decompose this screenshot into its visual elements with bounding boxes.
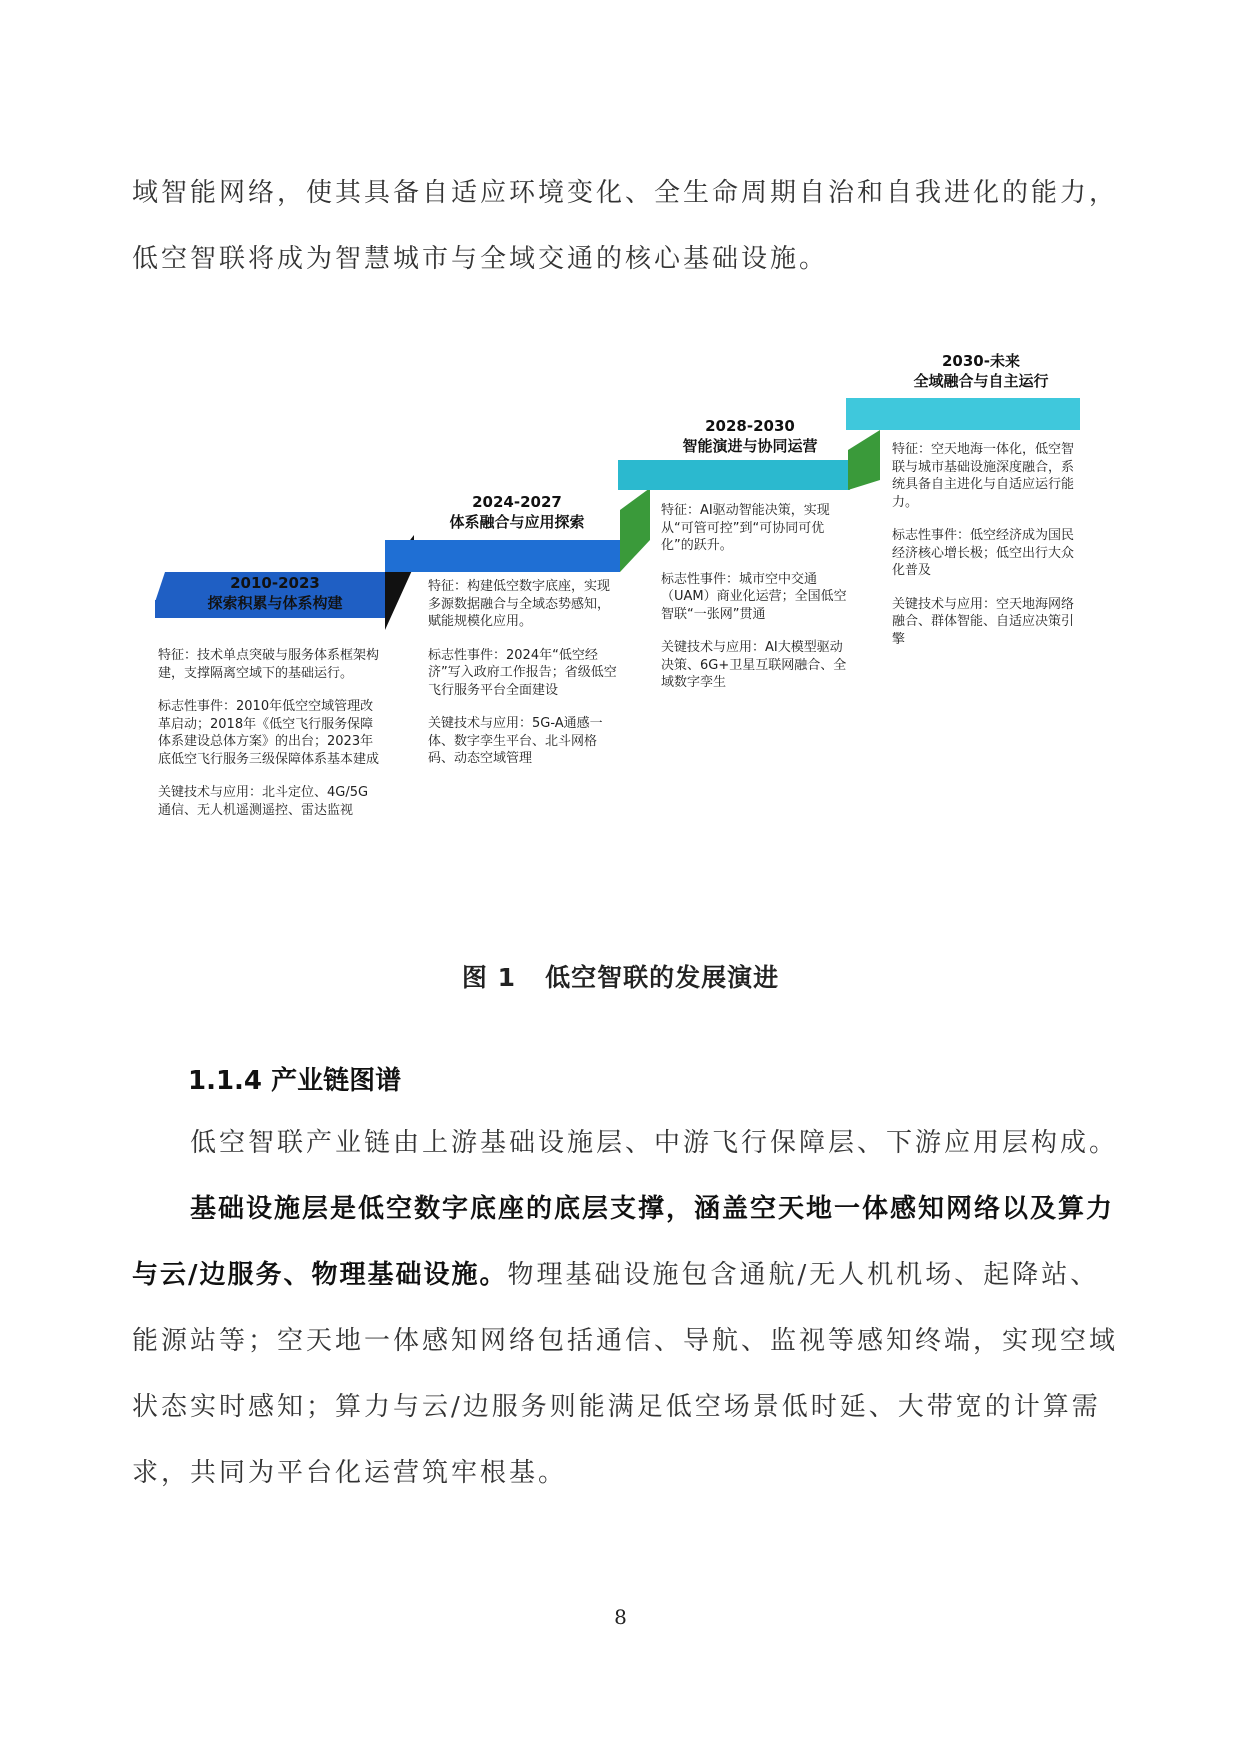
stage-3-name: 智能演进与协同运营 xyxy=(682,437,818,455)
stage-4-tech: 关键技术与应用：空天地海网络融合、群体智能、自适应决策引擎 xyxy=(892,596,1075,647)
infrastructure-bold-text: 基础设施层是低空数字底座的底层支撑，涵盖空天地一体感知网络以及算力与云/边服务、物理基础设施。 xyxy=(132,1194,1115,1290)
stage-2-name: 体系融合与应用探索 xyxy=(449,513,585,531)
infrastructure-body-text: 物理基础设施包含通航/无人机机场、起降站、能源站等；空天地一体感知网络包括通信、导航、监视等感知终端，实现空域状态实时感知；算力与云/边服务则能满足低空场景低时延、大带宽的计算需求，共同为平台化运营筑牢根基。 xyxy=(132,1260,1119,1488)
page-number: 8 xyxy=(614,1605,627,1629)
step-2-bar xyxy=(385,540,620,572)
step-3-bar xyxy=(618,460,850,490)
stage-3-years: 2028-2030 xyxy=(705,417,795,435)
stage-3-title xyxy=(645,416,855,456)
stage-1-years: 2010-2023 xyxy=(230,574,320,592)
stage-4-text xyxy=(892,441,1082,664)
stage-1-text xyxy=(158,647,380,835)
stage-3-text xyxy=(661,502,851,708)
stage-1-feature: 特征：技术单点突破与服务体系框架构建，支撑隔离空域下的基础运行。 xyxy=(158,648,380,681)
top-paragraph-line-1: 域智能网络，使其具备自适应环境变化、全生命周期自治和自我进化的能力， xyxy=(132,178,1119,208)
stage-2-title xyxy=(412,492,622,532)
intro-paragraph xyxy=(132,1110,1122,1176)
top-paragraph-line-2: 低空智联将成为智慧城市与全域交通的核心基础设施。 xyxy=(132,244,829,274)
stage-3-feature: 特征：AI驱动智能决策，实现从“可管可控”到“可协同可优化”的跃升。 xyxy=(661,503,830,553)
stage-4-years: 2030-未来 xyxy=(942,352,1020,370)
top-paragraph xyxy=(132,160,1122,292)
step-4-bar xyxy=(846,398,1080,430)
figure-caption: 图 1 低空智联的发展演进 xyxy=(461,963,780,992)
stage-3-events: 标志性事件：城市空中交通（UAM）商业化运营；全国低空智联“一张网”贯通 xyxy=(661,571,847,622)
stage-2-years: 2024-2027 xyxy=(472,493,562,511)
stage-4-name: 全域融合与自主运行 xyxy=(913,372,1049,390)
development-staircase-diagram xyxy=(0,340,1241,900)
stage-2-events: 标志性事件：2024年“低空经济”写入政府工作报告；省级低空飞行服务平台全面建设 xyxy=(428,647,617,698)
stage-1-events: 标志性事件：2010年低空空域管理改革启动；2018年《低空飞行服务保障体系建设总体方案》的出台；2023年底低空飞行服务三级保障体系基本建成 xyxy=(158,699,380,767)
stage-2-text xyxy=(428,578,618,784)
stage-2-feature: 特征：构建低空数字底座，实现多源数据融合与全域态势感知，赋能规模化应用。 xyxy=(428,579,611,629)
intro-text: 低空智联产业链由上游基础设施层、中游飞行保障层、下游应用层构成。 xyxy=(190,1128,1119,1158)
section-heading: 1.1.4 产业链图谱 xyxy=(188,1066,402,1096)
stage-4-events: 标志性事件：低空经济成为国民经济核心增长极；低空出行大众化普及 xyxy=(892,528,1075,578)
stage-1-tech: 关键技术与应用：北斗定位、4G/5G通信、无人机遥测遥控、雷达监视 xyxy=(158,785,369,818)
stage-1-title xyxy=(175,573,375,613)
stage-2-tech: 关键技术与应用：5G-A通感一体、数字孪生平台、北斗网格码、动态空域管理 xyxy=(428,716,603,766)
stage-4-title xyxy=(876,351,1086,391)
stage-4-feature: 特征：空天地海一体化，低空智联与城市基础设施深度融合，系统具备自主进化与自适应运行能力。 xyxy=(892,442,1075,510)
infrastructure-paragraph xyxy=(132,1176,1122,1506)
stage-3-tech: 关键技术与应用：AI大模型驱动决策、6G+卫星互联网融合、全域数字孪生 xyxy=(661,640,847,690)
stage-1-name: 探索积累与体系构建 xyxy=(207,594,343,612)
